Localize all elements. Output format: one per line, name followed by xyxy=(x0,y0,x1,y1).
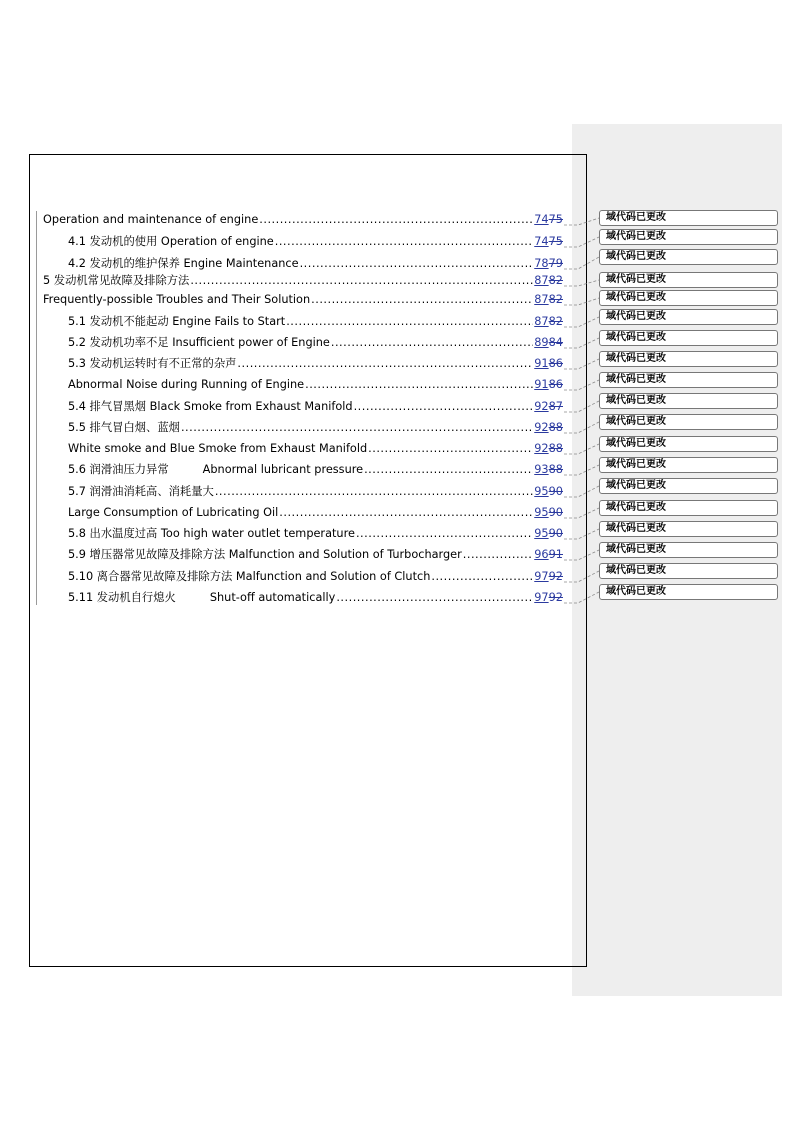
revision-comment-balloon[interactable]: 域代码已更改 xyxy=(599,500,778,516)
toc-entry-title: 4.2 发动机的维护保养 Engine Maintenance xyxy=(68,257,299,270)
revision-comment-balloon[interactable]: 域代码已更改 xyxy=(599,521,778,537)
page-number-deleted: 75 xyxy=(548,235,563,248)
page-number-deleted: 86 xyxy=(548,378,563,391)
revision-comment-balloon[interactable]: 域代码已更改 xyxy=(599,584,778,600)
page-number-inserted: 95 xyxy=(534,485,549,498)
comment-connector-line xyxy=(564,401,599,412)
page-number-deleted: 75 xyxy=(548,213,563,226)
revision-comment-balloon[interactable]: 域代码已更改 xyxy=(599,414,778,430)
comment-connector-line xyxy=(564,571,599,582)
toc-entry-title: 5 发动机常见故障及排除方法 xyxy=(43,274,190,287)
page-number-inserted: 91 xyxy=(534,378,549,391)
page-number-inserted: 91 xyxy=(534,357,549,370)
revision-comment-balloon[interactable]: 域代码已更改 xyxy=(599,372,778,388)
page-number-deleted: 92 xyxy=(548,591,563,604)
page-number-deleted: 90 xyxy=(548,527,563,540)
page-number-inserted: 95 xyxy=(534,506,549,519)
toc-entry-title: 5.6 润滑油压力异常 xyxy=(68,463,169,476)
comment-connector-line xyxy=(564,486,599,497)
page-number-deleted: 82 xyxy=(548,274,563,287)
page-number-inserted: 97 xyxy=(534,570,549,583)
toc-entry-subtitle: Shut-off automatically xyxy=(209,591,336,604)
page-number-inserted: 87 xyxy=(534,315,549,328)
toc-entry-title: 5.8 出水温度过高 Too high water outlet temperature xyxy=(68,527,355,540)
page-number-inserted: 92 xyxy=(534,442,549,455)
toc-entry-title: Large Consumption of Lubricating Oil xyxy=(68,506,279,519)
toc-entry-title: 5.11 发动机自行熄火 xyxy=(68,591,176,604)
page-number-deleted: 88 xyxy=(548,442,563,455)
comment-connector-line xyxy=(564,380,599,390)
page-number-deleted: 90 xyxy=(548,485,563,498)
revision-comment-balloon[interactable]: 域代码已更改 xyxy=(599,393,778,409)
page-number-inserted: 89 xyxy=(534,336,549,349)
comment-connector-line xyxy=(564,592,599,603)
page-number-deleted: 79 xyxy=(548,257,563,270)
revision-comment-balloon[interactable]: 域代码已更改 xyxy=(599,563,778,579)
page-number-deleted: 92 xyxy=(548,570,563,583)
revision-comment-balloon[interactable]: 域代码已更改 xyxy=(599,290,778,306)
comment-connector-line xyxy=(564,508,599,518)
comment-connector-line xyxy=(564,298,599,305)
page-number-inserted: 87 xyxy=(534,293,549,306)
toc-entry-title: Operation and maintenance of engine xyxy=(43,213,259,226)
page-number-inserted: 87 xyxy=(534,274,549,287)
comment-connector-line xyxy=(564,338,599,348)
toc-entry-title: 5.9 增压器常见故障及排除方法 Malfunction and Solution of Turbocharger xyxy=(68,548,462,561)
toc-entry-title: 5.1 发动机不能起动 Engine Fails to Start xyxy=(68,315,286,328)
comment-connector-line xyxy=(564,550,599,560)
revision-comment-balloon[interactable]: 域代码已更改 xyxy=(599,478,778,494)
revision-comment-balloon[interactable]: 域代码已更改 xyxy=(599,457,778,473)
toc-entry-title: 5.7 润滑油消耗高、消耗量大 xyxy=(68,485,214,498)
page-number-deleted: 91 xyxy=(548,548,563,561)
comment-connector-line xyxy=(564,218,599,225)
page-number-inserted: 92 xyxy=(534,421,549,434)
page-number-inserted: 74 xyxy=(534,213,549,226)
page-number-inserted: 74 xyxy=(534,235,549,248)
revision-comment-balloon[interactable]: 域代码已更改 xyxy=(599,330,778,346)
toc-entry-title: 5.4 排气冒黑烟 Black Smoke from Exhaust Manifold xyxy=(68,400,353,413)
page-number-inserted: 78 xyxy=(534,257,549,270)
toc-entry-title: 5.3 发动机运转时有不正常的杂声 xyxy=(68,357,237,370)
page-number-deleted: 88 xyxy=(548,463,563,476)
comment-connector-line xyxy=(564,359,599,369)
revision-comment-balloon[interactable]: 域代码已更改 xyxy=(599,309,778,325)
toc-entry-title: 5.10 离合器常见故障及排除方法 Malfunction and Solution of Clutch xyxy=(68,570,431,583)
revision-comment-balloon[interactable]: 域代码已更改 xyxy=(599,210,778,226)
comment-connector-line xyxy=(564,257,599,269)
toc-entry-title: 5.5 排气冒白烟、蓝烟 xyxy=(68,421,180,434)
comment-connector-line xyxy=(564,465,599,475)
page-number-inserted: 96 xyxy=(534,548,549,561)
comment-connector-line xyxy=(564,444,599,454)
revision-comment-balloon[interactable]: 域代码已更改 xyxy=(599,249,778,265)
page-number-deleted: 82 xyxy=(548,293,563,306)
toc-entry-title: 5.2 发动机功率不足 Insufficient power of Engine xyxy=(68,336,330,349)
page-number-deleted: 82 xyxy=(548,315,563,328)
page-number-inserted: 95 xyxy=(534,527,549,540)
revision-comment-balloon[interactable]: 域代码已更改 xyxy=(599,272,778,288)
comment-connector-line xyxy=(564,317,599,327)
revision-comment-balloon[interactable]: 域代码已更改 xyxy=(599,436,778,452)
page-number-inserted: 97 xyxy=(534,591,549,604)
comment-connector-line xyxy=(564,237,599,247)
page-number-deleted: 84 xyxy=(548,336,563,349)
page-number-deleted: 87 xyxy=(548,400,563,413)
page-number-inserted: 92 xyxy=(534,400,549,413)
revision-comment-balloon[interactable]: 域代码已更改 xyxy=(599,351,778,367)
comment-connector-line xyxy=(564,422,599,433)
toc-entry-subtitle: Abnormal lubricant pressure xyxy=(202,463,364,476)
revision-comment-balloon[interactable]: 域代码已更改 xyxy=(599,229,778,245)
toc-entry-title: White smoke and Blue Smoke from Exhaust Manifold xyxy=(68,442,368,455)
page-number-deleted: 90 xyxy=(548,506,563,519)
revision-comment-balloon[interactable]: 域代码已更改 xyxy=(599,542,778,558)
toc-entry-title: Abnormal Noise during Running of Engine xyxy=(68,378,305,391)
page-number-inserted: 93 xyxy=(534,463,549,476)
toc-entry-title: 4.1 发动机的使用 Operation of engine xyxy=(68,235,274,248)
toc-entry-title: Frequently-possible Troubles and Their Solution xyxy=(43,293,311,306)
page-number-deleted: 88 xyxy=(548,421,563,434)
comment-connector-line xyxy=(564,280,599,286)
comment-connector-line xyxy=(564,529,599,539)
page-number-deleted: 86 xyxy=(548,357,563,370)
